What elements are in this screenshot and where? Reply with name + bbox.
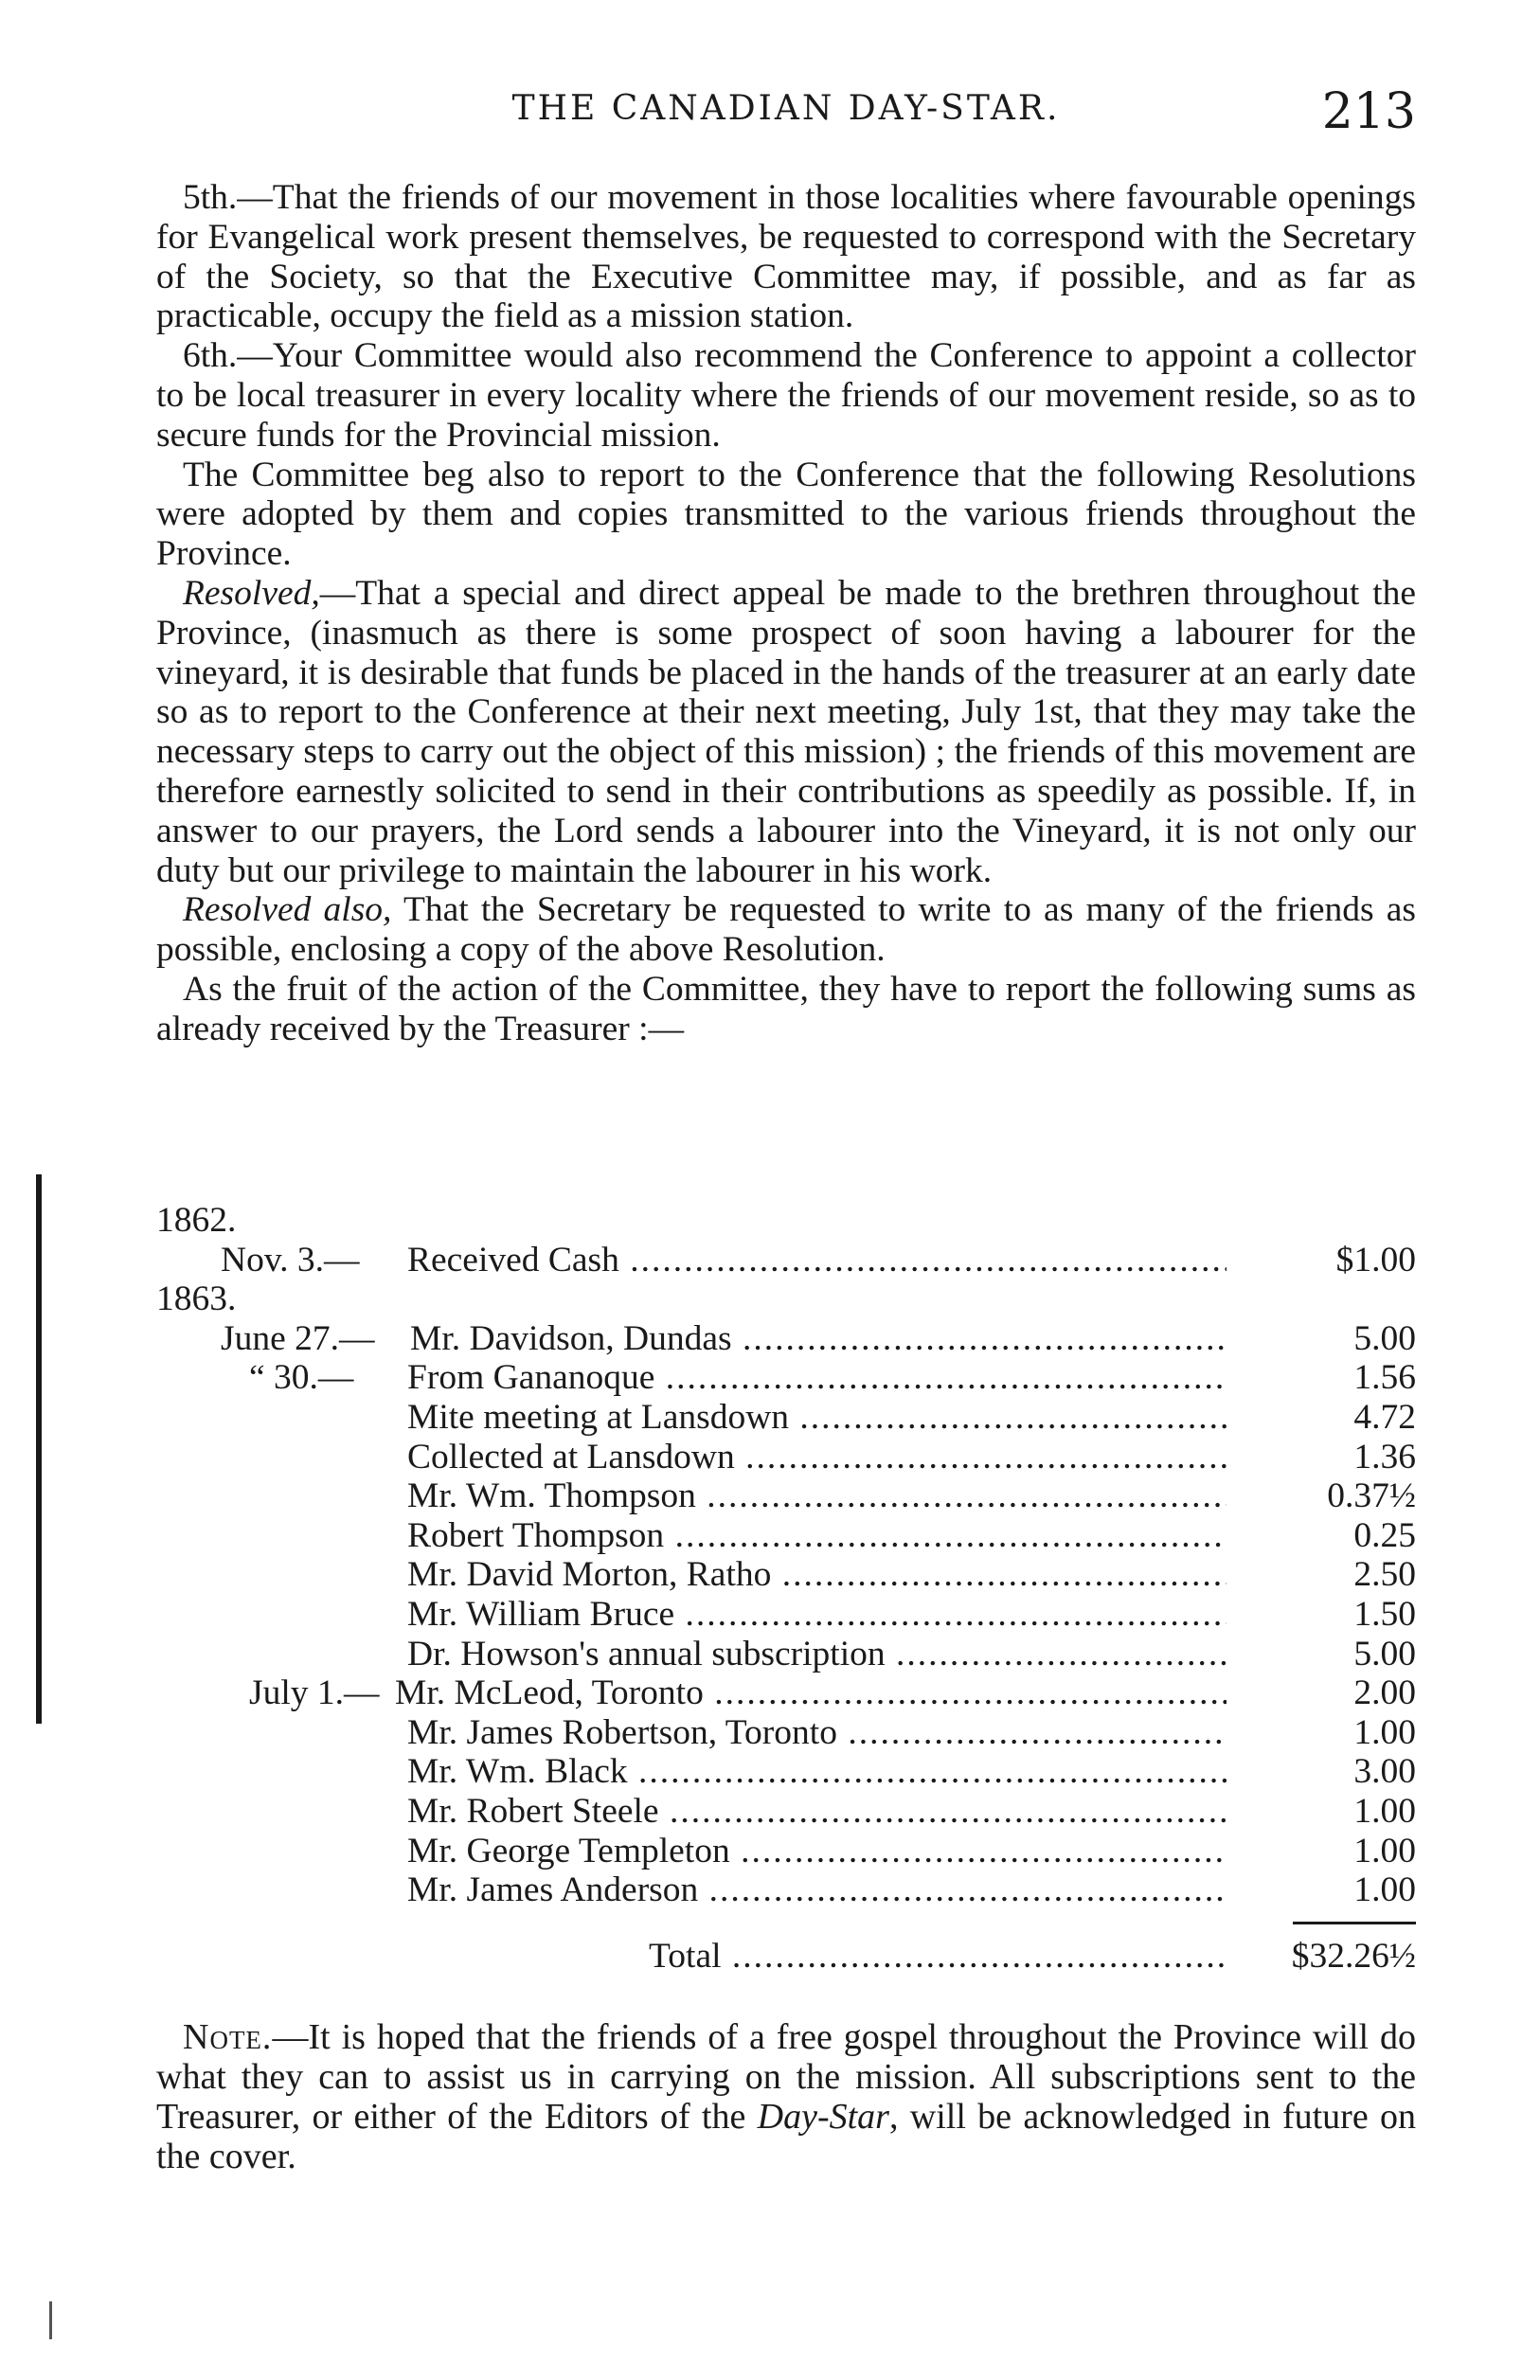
ledger-description: Mr. David Morton, Ratho ..... [407,1555,1227,1595]
ledger-amount: $1.00 [1335,1240,1416,1279]
paragraph-5th: 5th.—That the friends of our movement in those localities where favourable openings for Evangelical work present themselves, be requested to correspond with the Secretary of the Society, so that the Executive Committee may, if possible, and as far as practicable, occupy the field as a mission station. [156,178,1416,336]
ledger-amount: 1.56 [1353,1358,1416,1398]
ledger-row [156,1241,1416,1280]
ledger-description: Mr. Davidson, Dundas ..... [410,1319,1227,1359]
resolved-lead: Resolved, [183,573,320,613]
page-number: 213 [1321,83,1416,140]
ledger-row [156,1319,1416,1359]
note-paragraph [156,2017,1416,2176]
ledger-amount: 1.00 [1353,1870,1416,1910]
ledger-row [156,1673,1416,1713]
ledger-description: From Gananoque ..... [407,1358,1227,1398]
ledger-description: Collected at Lansdown ..... [407,1438,1227,1477]
ledger-description: Mr. James Anderson ..... [407,1870,1227,1910]
ledger-description: Mr. George Templeton ..... [407,1832,1227,1871]
total-row [156,1937,1416,1977]
ledger-row [156,1516,1416,1556]
year-row [156,1279,1416,1319]
ledger-description: Mr. Wm. Thompson ..... [407,1476,1227,1516]
ledger-amount: 1.00 [1353,1791,1416,1831]
year-row [156,1201,1416,1241]
body-text [156,178,1416,1049]
ledger-row [156,1438,1416,1477]
year-label: 1863. [156,1279,237,1319]
ledger-date: “ 30.— [249,1358,354,1398]
resolved-also-lead: Resolved also, [183,890,392,930]
ledger-row [156,1832,1416,1871]
ledger-amount: 1.00 [1353,1712,1416,1752]
total-label: Total ..... [649,1937,1227,1977]
note-heading: Note. [183,2017,273,2057]
ledger-description: Mr. James Robertson, Toronto ..... [407,1713,1227,1753]
ledger-amount: 4.72 [1353,1397,1416,1437]
day-star-title: Day-Star [757,2097,889,2137]
note-text-b: , will be acknowledged in future on the cover. [156,2097,1416,2176]
ledger-amount: 1.00 [1353,1831,1416,1870]
ledger-amount: 1.50 [1353,1594,1416,1634]
note-text-a: —It is hoped that the friends of a free gospel throughout the Province will do what they can to assist us in carrying on the mission. All subscriptions sent to the Treasurer, or either of the Editors of the [156,2017,1416,2137]
total-rule-row [156,1910,1416,1937]
paragraph-resolved-also [156,890,1416,970]
resolved-text: —That a special and direct appeal be made to the brethren throughout the Province, (inasmuch as there is some prospect of soon having a labourer for the vineyard, it is desirable that funds be placed in the hands of the treasurer at an early date so as to report to the Conference at their next meeting, July 1st, that they may take the necessary steps to carry out the object of this mission) ; the friends of this movement are therefore earnestly solicited to send in their contributions as speedily as possible. If, in answer to our prayers, the Lord sends a labourer into the Vineyard, it is not only our duty but our privilege to maintain the labourer in his work. [156,573,1416,890]
ledger-amount: 2.50 [1353,1555,1416,1595]
ledger-amount: 3.00 [1353,1752,1416,1792]
paragraph-resolved [156,574,1416,890]
ledger-amount: 5.00 [1353,1318,1416,1358]
ledger-description: Dr. Howson's annual subscription ..... [407,1635,1227,1674]
ledger-row [156,1555,1416,1595]
ledger-description: Mr. McLeod, Toronto ..... [395,1673,1227,1713]
running-title: THE CANADIAN DAY-STAR. [511,89,1061,128]
total-rule [1293,1922,1416,1924]
ledger-row [156,1792,1416,1832]
ledger-amount: 0.37½ [1327,1476,1416,1516]
receipts-ledger [156,1201,1416,1976]
ledger-amount: 0.25 [1353,1515,1416,1555]
ledger-row [156,1358,1416,1398]
paragraph-committee-report: The Committee beg also to report to the Conference that the following Resolutions were adopted by them and copies transmitted to the various friends throughout the Province. [156,455,1416,574]
ledger-description: Mr. William Bruce ..... [407,1595,1227,1635]
total-amount: $32.26½ [1291,1936,1416,1976]
ledger-row [156,1595,1416,1635]
ledger-date: Nov. 3.— [221,1240,360,1279]
paragraph-6th: 6th.—Your Committee would also recommend the Conference to appoint a collector to be local treasurer in every locality where the friends of our movement reside, so as to secure funds for the Provincial mission. [156,336,1416,455]
ledger-description: Mite meeting at Lansdown ..... [407,1398,1227,1438]
ledger-row [156,1398,1416,1438]
ledger-date: June 27.— [221,1318,375,1358]
year-label: 1862. [156,1201,237,1240]
ledger-row [156,1752,1416,1792]
ledger-row [156,1713,1416,1753]
ledger-row [156,1635,1416,1674]
ledger-description: Mr. Robert Steele ..... [407,1792,1227,1832]
ledger-amount: 5.00 [1353,1634,1416,1673]
ledger-date: July 1.— [249,1673,380,1713]
margin-scan-mark [49,2301,52,2339]
ledger-amount: 1.36 [1353,1437,1416,1476]
ledger-row [156,1476,1416,1516]
margin-binding-mark [36,1174,42,1724]
ledger-description: Received Cash ..... [407,1241,1227,1280]
ledger-row [156,1870,1416,1910]
resolved-also-text: That the Secretary be requested to write to as many of the friends as possible, enclosing a copy of the above Resolution. [156,890,1416,970]
page-header [156,83,1416,140]
ledger-amount: 2.00 [1353,1673,1416,1713]
footnote [156,2017,1416,2176]
ledger-description: Robert Thompson ..... [407,1516,1227,1556]
ledger-description: Mr. Wm. Black ..... [407,1752,1227,1792]
paragraph-fruit: As the fruit of the action of the Committee, they have to report the following sums as already received by the Treasurer :— [156,969,1416,1048]
